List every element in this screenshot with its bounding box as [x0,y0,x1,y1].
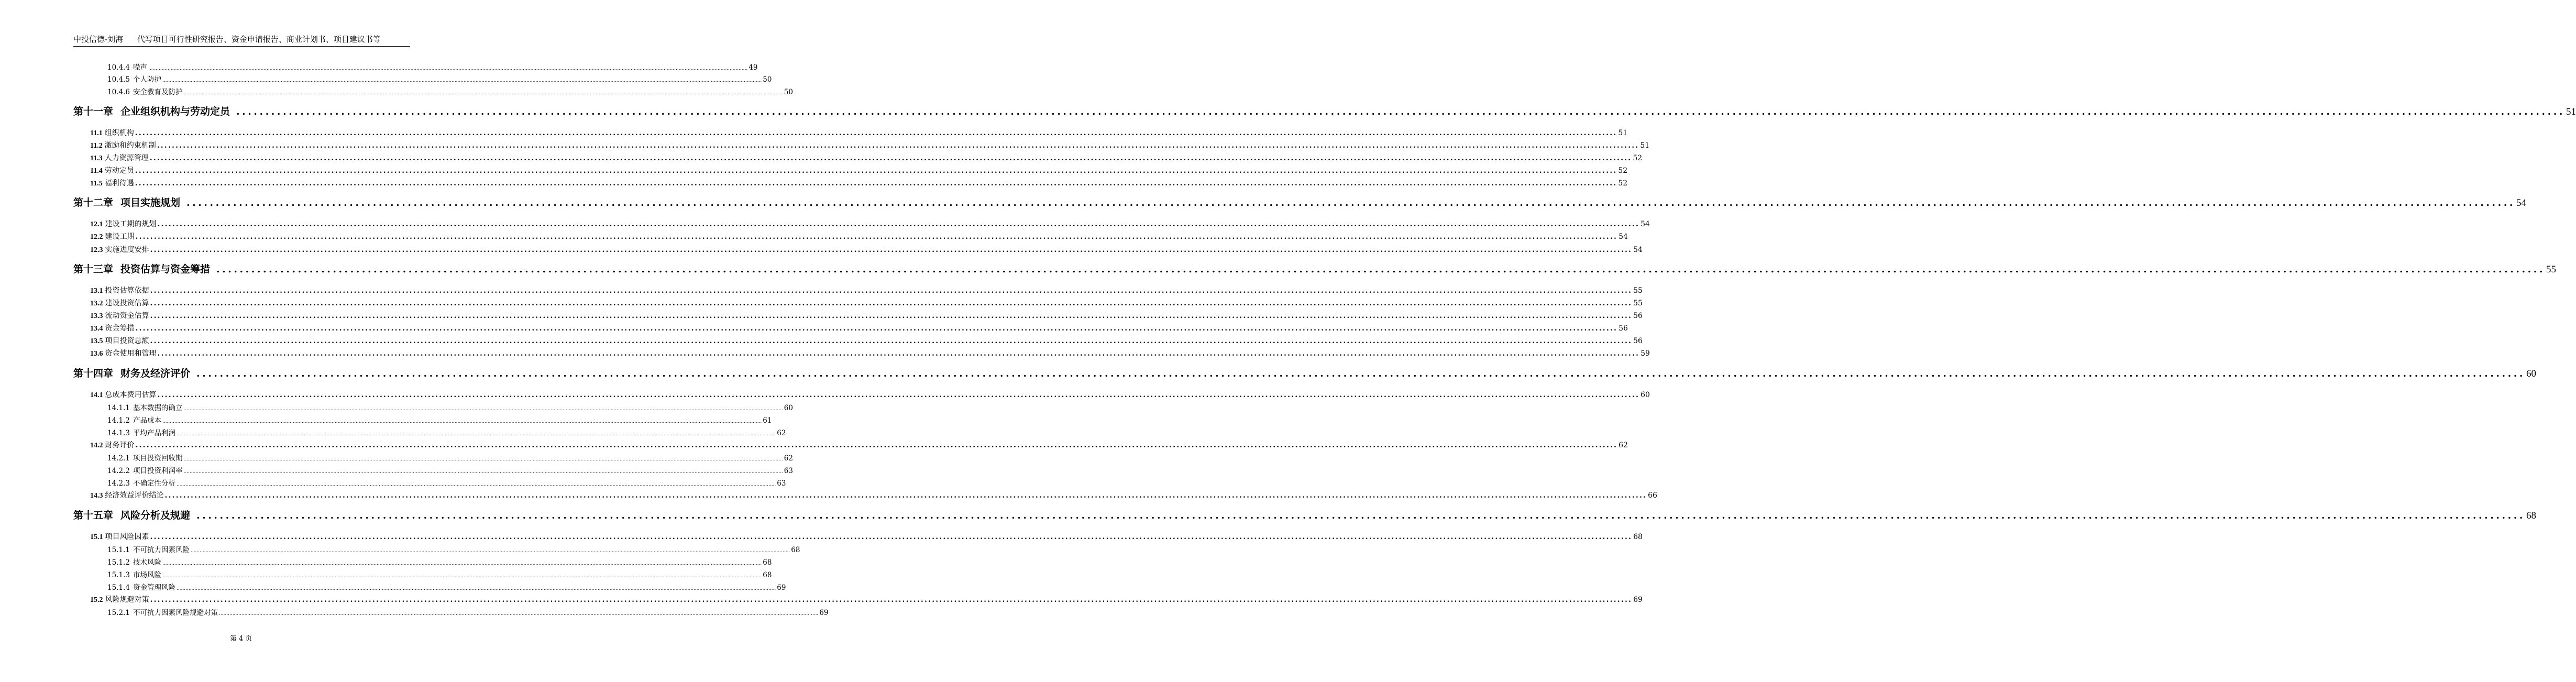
toc-entry-title: 人力资源管理 [104,154,149,162]
dot-leader: ................................................................................................................................................................................................................................................................................................................................................................................................................ [183,469,783,475]
toc-entry-title: 个人防护 [133,75,161,84]
toc-entry[interactable] [90,285,1643,295]
dot-leader: ................................................................................................................................................................................................................................................................................................................................................................................................................ [162,78,762,83]
header-org: 中投信德-刘海 [73,35,124,44]
toc-entry-number: 12.2 [90,233,103,241]
dot-leader: ................................................................................................................................................................................................................................................................................................................................................................................................................ [176,432,776,437]
dot-leader: ................................................................................................................................................................................................................................................................................................................................................................................................................ [150,533,1633,541]
dot-leader: ................................................................................................................................................................................................................................................................................................................................................................................................................ [150,287,1633,295]
dot-leader: ................................................................................................................................................................................................................................................................................................................................................................................................................ [183,406,783,412]
toc-entry-page: 56 [1633,337,1643,345]
toc-entry-number: 10.4.5 [107,75,130,84]
toc-entry-page: 63 [784,467,793,475]
toc-entry[interactable] [90,310,1643,321]
toc-entry-title: 经济效益评价结论 [105,491,164,500]
toc-entry-number: 14.1 [90,391,103,399]
toc-entry-number: 15.1 [90,533,103,541]
toc-entry-title: 资金管理风险 [133,584,175,592]
toc-entry-title: 噪声 [133,63,147,72]
toc-entry-page: 54 [1641,220,1650,228]
toc-entry-title: 实施进度安排 [105,246,149,254]
toc-entry-page: 54 [1619,233,1628,241]
toc-entry[interactable] [90,127,1628,138]
toc-entry-title: 流动资金估算 [105,312,149,320]
toc-entry-page: 61 [763,416,772,425]
toc-entry-title: 福利待遇 [104,179,134,188]
toc-entry[interactable] [107,86,793,96]
toc-entry[interactable] [107,402,793,412]
dot-leader: ................................................................................................................................................................................................................................................................................................................................................................................................................ [150,596,1633,604]
toc-entry[interactable] [90,165,1628,175]
toc-entry-number: 第十三章 [73,263,114,275]
toc-entry-number: 15.1.2 [107,558,130,567]
toc-entry-title: 不确定性分析 [133,479,175,488]
toc-entry-page: 60 [2526,368,2536,379]
toc-entry-page: 49 [748,63,758,72]
toc-entry-page: 68 [2526,510,2536,521]
dot-leader: ................................................................................................................................................................................................................................................................................................................................................................................................................ [148,66,748,71]
dot-leader: ................................................................................................................................................................................................................................................................................................................................................................................................................ [164,491,1647,500]
toc-entry[interactable] [107,556,772,567]
toc-entry-page: 60 [1641,391,1650,399]
toc-entry[interactable] [90,348,1650,358]
toc-entry-number: 13.3 [90,312,103,320]
dot-leader: ................................................................................................................................................................................................................................................................................................................................................................................................................ [236,106,2565,117]
toc-entry-title: 不可抗力因素风险 [133,546,190,554]
toc-entry[interactable] [107,73,772,84]
dot-leader: ................................................................................................................................................................................................................................................................................................................................................................................................................ [135,233,1618,241]
dot-leader: ................................................................................................................................................................................................................................................................................................................................................................................................................ [150,337,1633,345]
toc-entry-page: 68 [791,546,800,554]
dot-leader: ................................................................................................................................................................................................................................................................................................................................................................................................................ [162,561,762,566]
dot-leader: ................................................................................................................................................................................................................................................................................................................................................................................................................ [186,197,2515,208]
toc-entry-page: 51 [1640,141,1650,150]
toc-entry-title: 产品成本 [133,416,161,425]
toc-entry-title: 投资估算与资金筹措 [120,263,211,275]
toc-entry-number: 13.2 [90,300,103,307]
dot-leader: ................................................................................................................................................................................................................................................................................................................................................................................................................ [157,349,1640,358]
dot-leader: ................................................................................................................................................................................................................................................................................................................................................................................................................ [135,441,1618,449]
toc-entry[interactable] [90,178,1628,188]
toc-entry-number: 15.1.3 [107,571,130,579]
toc-entry-page: 51 [1618,129,1628,137]
toc-entry-page: 62 [777,429,786,437]
toc-entry-number: 14.1.3 [107,429,130,437]
dot-leader: ................................................................................................................................................................................................................................................................................................................................................................................................................ [150,299,1633,307]
toc-entry-page: 59 [1641,349,1650,358]
toc-entry-page: 69 [777,584,786,592]
dot-leader: ................................................................................................................................................................................................................................................................................................................................................................................................................ [190,548,790,554]
toc-entry-page: 68 [1633,533,1643,541]
toc-entry-title: 建设投资估算 [105,299,149,307]
toc-entry[interactable] [90,298,1643,308]
toc-entry-title: 资金使用和管理 [105,349,157,358]
toc-entry-title: 项目投资利润率 [133,467,183,475]
toc-entry-page: 69 [819,609,829,617]
toc-entry-number: 13.6 [90,350,103,358]
toc-entry-number: 15.2 [90,596,103,604]
toc-entry-title: 企业组织机构与劳动定员 [120,106,230,117]
dot-leader: ................................................................................................................................................................................................................................................................................................................................................................................................................ [135,179,1617,188]
toc-entry[interactable] [90,323,1628,333]
dot-leader: ................................................................................................................................................................................................................................................................................................................................................................................................................ [218,611,819,617]
dot-leader: ................................................................................................................................................................................................................................................................................................................................................................................................................ [135,324,1618,333]
toc-entry-page: 50 [784,88,793,96]
toc-entry-page: 68 [763,558,772,567]
toc-entry-title: 项目实施规划 [120,197,181,208]
toc-entry-number: 15.2.1 [107,609,130,617]
toc-entry-title: 建设工期的规划 [105,220,157,228]
toc-entry-title: 劳动定员 [104,167,134,175]
page-header [73,32,410,47]
dot-leader: ................................................................................................................................................................................................................................................................................................................................................................................................................ [162,419,762,424]
dot-leader: ................................................................................................................................................................................................................................................................................................................................................................................................................ [157,220,1640,228]
toc-entry-number: 11.5 [90,180,103,188]
dot-leader: ................................................................................................................................................................................................................................................................................................................................................................................................................ [216,263,2545,275]
toc-entry-number: 11.2 [90,142,103,150]
toc-entry-number: 14.1.1 [107,404,130,412]
toc-entry-page: 60 [784,404,793,412]
toc-entry-page: 51 [2566,106,2576,117]
toc-entry-title: 财务评价 [105,441,135,449]
toc-entry[interactable] [107,414,772,425]
toc-entry[interactable] [107,607,829,617]
toc-entry-title: 风险规避对策 [105,596,149,604]
toc-entry[interactable] [90,594,1643,604]
header-services: 代写项目可行性研究报告、资金申请报告、商业计划书、项目建议书等 [137,35,381,44]
toc-entry-number: 12.1 [90,221,103,228]
toc-entry-number: 11.4 [90,167,103,175]
toc-entry-title: 资金筹措 [105,324,135,333]
dot-leader: ................................................................................................................................................................................................................................................................................................................................................................................................................ [157,391,1640,399]
toc-entry-number: 14.3 [90,492,103,500]
toc-entry-title: 技术风险 [133,558,161,567]
toc-entry[interactable] [107,465,793,475]
toc-entry-number: 14.2.2 [107,467,130,475]
toc-entry-number: 10.4.4 [107,63,130,72]
page-number: 第 4 页 [229,635,252,643]
toc-entry-number: 13.4 [90,325,103,333]
dot-leader: ................................................................................................................................................................................................................................................................................................................................................................................................................ [196,510,2525,521]
toc-entry-page: 56 [1633,312,1643,320]
toc-entry[interactable] [107,477,786,488]
toc-entry-number: 第十一章 [73,106,114,117]
toc-entry-page: 52 [1618,179,1628,188]
toc-entry-page: 56 [1619,324,1628,333]
toc-entry-page: 62 [1619,441,1628,449]
dot-leader: ................................................................................................................................................................................................................................................................................................................................................................................................................ [150,312,1633,320]
dot-leader: ................................................................................................................................................................................................................................................................................................................................................................................................................ [196,368,2525,379]
dot-leader: ................................................................................................................................................................................................................................................................................................................................................................................................................ [135,167,1617,175]
toc-entry-number: 15.1.4 [107,584,130,592]
toc-entry-page: 52 [1633,154,1643,162]
dot-leader: ................................................................................................................................................................................................................................................................................................................................................................................................................ [176,586,776,591]
toc-entry-number: 13.1 [90,287,103,295]
toc-entry-title: 建设工期 [105,233,135,241]
toc-entry-number: 第十五章 [73,510,114,521]
toc-entry-page: 54 [2516,197,2526,208]
toc-entry-number: 10.4.6 [107,88,130,96]
toc-chapter[interactable] [73,261,2556,276]
toc-entry-title: 风险分析及规避 [120,510,191,521]
toc-entry[interactable] [90,490,1657,500]
toc-entry-title: 组织机构 [104,129,134,137]
toc-entry[interactable] [90,152,1643,163]
toc-entry-number: 14.1.2 [107,416,130,425]
dot-leader: ................................................................................................................................................................................................................................................................................................................................................................................................................ [150,246,1633,254]
toc-entry-title: 项目投资总额 [105,337,149,345]
toc-entry[interactable] [90,335,1643,346]
toc-entry-page: 62 [784,454,793,463]
toc-entry-number: 13.5 [90,337,103,345]
dot-leader: ................................................................................................................................................................................................................................................................................................................................................................................................................ [183,91,783,96]
toc-chapter[interactable] [73,195,2526,209]
toc-entry[interactable] [107,61,758,72]
toc-entry-number: 15.1.1 [107,546,130,554]
toc-entry[interactable] [90,140,1650,150]
toc-entry-page: 55 [1633,287,1643,295]
toc-entry-number: 11.3 [90,155,103,162]
toc-chapter[interactable] [73,508,2536,522]
toc-entry[interactable] [107,569,772,579]
toc-entry-page: 50 [763,75,772,84]
toc-entry-page: 66 [1648,491,1657,500]
toc-entry-number: 14.2.3 [107,479,130,488]
toc-entry[interactable] [90,218,1650,229]
dot-leader: ................................................................................................................................................................................................................................................................................................................................................................................................................ [183,457,783,462]
toc-entry-number: 14.2.1 [107,454,130,463]
toc-entry-page: 63 [777,479,786,488]
toc-entry[interactable] [90,231,1628,241]
toc-entry[interactable] [107,581,786,592]
toc-entry[interactable] [90,244,1643,255]
toc-entry[interactable] [90,531,1643,542]
toc-chapter[interactable] [73,104,2576,118]
toc-entry-page: 55 [1633,299,1643,307]
toc-chapter[interactable] [73,366,2536,380]
dot-leader: ................................................................................................................................................................................................................................................................................................................................................................................................................ [176,482,776,487]
toc-entry-page: 54 [1633,246,1643,254]
toc-entry-page: 69 [1633,596,1643,604]
dot-leader: ................................................................................................................................................................................................................................................................................................................................................................................................................ [149,154,1632,162]
dot-leader: ................................................................................................................................................................................................................................................................................................................................................................................................................ [135,129,1617,137]
toc-entry[interactable] [90,439,1628,450]
toc-entry-title: 不可抗力因素风险规避对策 [133,609,218,617]
toc-entry-page: 52 [1618,167,1628,175]
toc-entry-title: 激励和约束机制 [104,141,156,150]
toc-entry[interactable] [107,427,786,437]
toc-entry-number: 第十二章 [73,197,114,208]
toc-entry-title: 平均产品利润 [133,429,175,437]
toc-entry-title: 项目投资回收期 [133,454,183,463]
toc-entry[interactable] [90,389,1650,400]
toc-entry-title: 基本数据的确立 [133,404,183,412]
toc-entry-page: 55 [2546,264,2556,275]
toc-entry-title: 项目风险因素 [105,533,149,541]
toc-entry[interactable] [107,452,793,463]
toc-entry-page: 68 [763,571,772,579]
toc-entry-title: 市场风险 [133,571,161,579]
toc-entry-title: 安全教育及防护 [133,88,183,96]
toc-entry-number: 11.1 [90,129,103,137]
toc-entry-number: 14.2 [90,442,103,449]
toc-entry-title: 财务及经济评价 [120,368,191,379]
toc-entry-number: 第十四章 [73,368,114,379]
dot-leader: ................................................................................................................................................................................................................................................................................................................................................................................................................ [162,574,762,579]
toc-entry-title: 总成本费用估算 [105,391,157,399]
toc-entry-title: 投资估算依据 [105,287,149,295]
toc-entry-number: 12.3 [90,246,103,254]
toc-entry[interactable] [107,544,800,554]
dot-leader: ................................................................................................................................................................................................................................................................................................................................................................................................................ [157,141,1639,150]
